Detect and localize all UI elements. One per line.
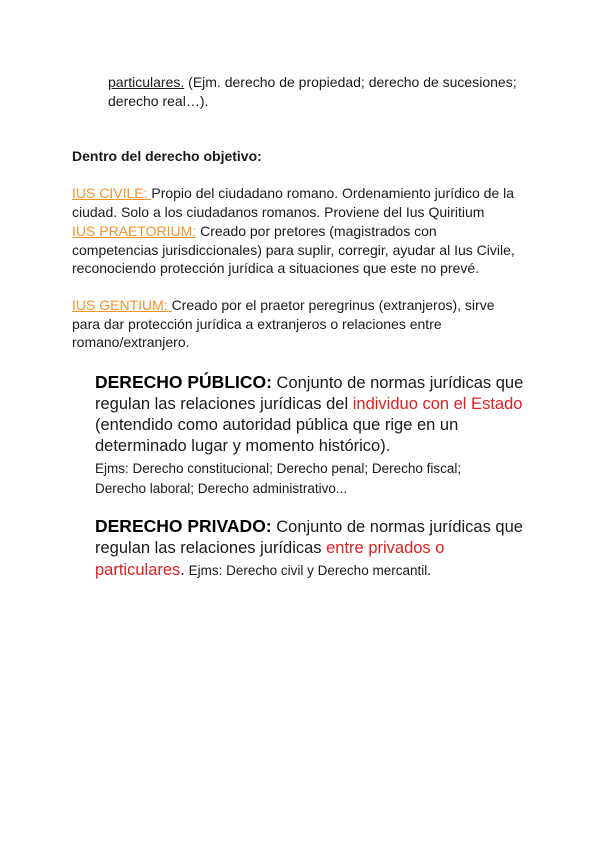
ius-praetorium-text-1: Creado por pretores (magistrados con — [196, 223, 437, 239]
derecho-privado-text-2a: regulan las relaciones jurídicas — [95, 539, 327, 557]
derecho-privado-line-3 — [95, 560, 431, 581]
derecho-publico-line-1 — [95, 372, 523, 394]
ius-praetorium-label: IUS PRAETORIUM: — [72, 223, 197, 239]
derecho-privado-highlight-2: particulares — [95, 561, 181, 579]
derecho-publico-line-2 — [95, 394, 522, 415]
derecho-publico-highlight: individuo con el Estado — [352, 395, 523, 413]
ius-praetorium-line-1 — [72, 222, 437, 241]
ius-gentium-label: IUS GENTIUM: — [72, 297, 172, 313]
ius-civile-line-2: ciudad. Solo a los ciudadanos romanos. Proviene del Ius Quiritium — [72, 204, 485, 220]
ius-civile-line-1 — [72, 184, 514, 203]
derecho-privado-examples: Ejms: Derecho civil y Derecho mercantil. — [184, 563, 431, 578]
derecho-publico-line-3: (entendido como autoridad pública que rige en un — [95, 416, 459, 434]
derecho-privado-period: . — [180, 561, 185, 579]
ius-gentium-line-2: para dar protección jurídica a extranjeros o relaciones entre — [72, 316, 442, 332]
intro-text-1: (Ejm. derecho de propiedad; derecho de sucesiones; — [184, 74, 517, 90]
derecho-publico-text-1: Conjunto de normas jurídicas que — [271, 374, 524, 392]
derecho-privado-line-1 — [95, 516, 523, 538]
derecho-publico-examples-2: Derecho laboral; Derecho administrativo... — [95, 481, 348, 496]
intro-term: particulares. — [108, 74, 185, 90]
intro-line-2: derecho real…). — [108, 93, 209, 109]
ius-gentium-line-1 — [72, 296, 495, 315]
derecho-privado-text-1: Conjunto de normas jurídicas que — [271, 518, 523, 536]
derecho-publico-line-4: determinado lugar y momento histórico). — [95, 437, 391, 455]
ius-praetorium-line-2: competencias jurisdiccionales) para suplir, corregir, ayudar al Ius Civile, — [72, 242, 515, 258]
derecho-publico-title: DERECHO PÚBLICO: — [95, 372, 272, 392]
ius-gentium-line-3: romano/extranjero. — [72, 334, 190, 350]
derecho-privado-title: DERECHO PRIVADO: — [95, 516, 272, 536]
ius-civile-text-1: Propio del ciudadano romano. Ordenamiento jurídico de la — [151, 185, 515, 201]
ius-civile-label: IUS CIVILE: — [72, 185, 152, 201]
ius-praetorium-line-3: reconociendo protección jurídica a situaciones que este no prevé. — [72, 260, 480, 276]
derecho-privado-highlight-1: entre privados o — [326, 539, 445, 557]
derecho-privado-line-2 — [95, 538, 444, 559]
derecho-publico-examples-1: Ejms: Derecho constitucional; Derecho penal; Derecho fiscal; — [95, 461, 462, 476]
intro-line-1 — [108, 73, 517, 92]
ius-gentium-text-1: Creado por el praetor peregrinus (extranjeros), sirve — [171, 297, 495, 313]
section-heading: Dentro del derecho objetivo: — [72, 148, 262, 164]
derecho-publico-text-2a: regulan las relaciones jurídicas del — [95, 395, 353, 413]
